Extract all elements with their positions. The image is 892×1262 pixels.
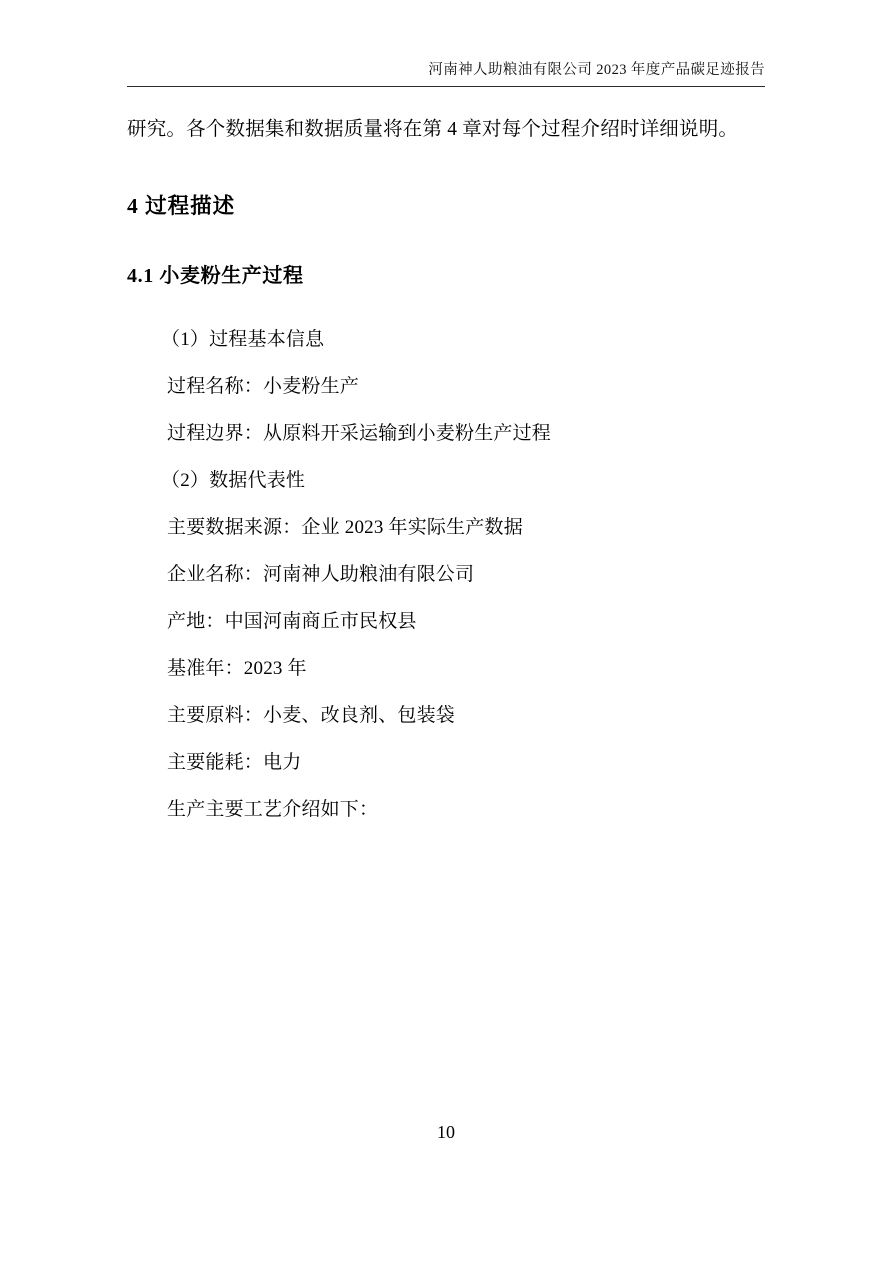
list-item: 产地：中国河南商丘市民权县 [167,611,417,632]
list-item: 过程边界：从原料开采运输到小麦粉生产过程 [167,423,552,444]
process-info-list [127,316,767,833]
list-item: 主要原料：小麦、改良剂、包装袋 [167,705,456,726]
section-heading: 4 过程描述 [127,194,236,218]
list-item: 基准年：2023 年 [167,658,307,679]
list-item: 企业名称：河南神人助粮油有限公司 [167,564,475,585]
list-item: （1）过程基本信息 [161,329,325,350]
intro-paragraph: 研究。各个数据集和数据质量将在第 4 章对每个过程介绍时详细说明。 [127,119,739,140]
list-item: 生产主要工艺介绍如下： [167,799,379,820]
header-divider [127,86,765,87]
running-header: 河南神人助粮油有限公司 2023 年度产品碳足迹报告 [428,62,765,78]
list-item: 过程名称：小麦粉生产 [167,376,360,397]
list-item: 主要能耗：电力 [167,752,302,773]
subsection-heading: 4.1 小麦粉生产过程 [127,265,304,287]
page-number: 10 [437,1122,455,1142]
list-item: 主要数据来源：企业 2023 年实际生产数据 [167,517,523,538]
list-item: （2）数据代表性 [161,470,306,491]
page-body [127,104,767,833]
